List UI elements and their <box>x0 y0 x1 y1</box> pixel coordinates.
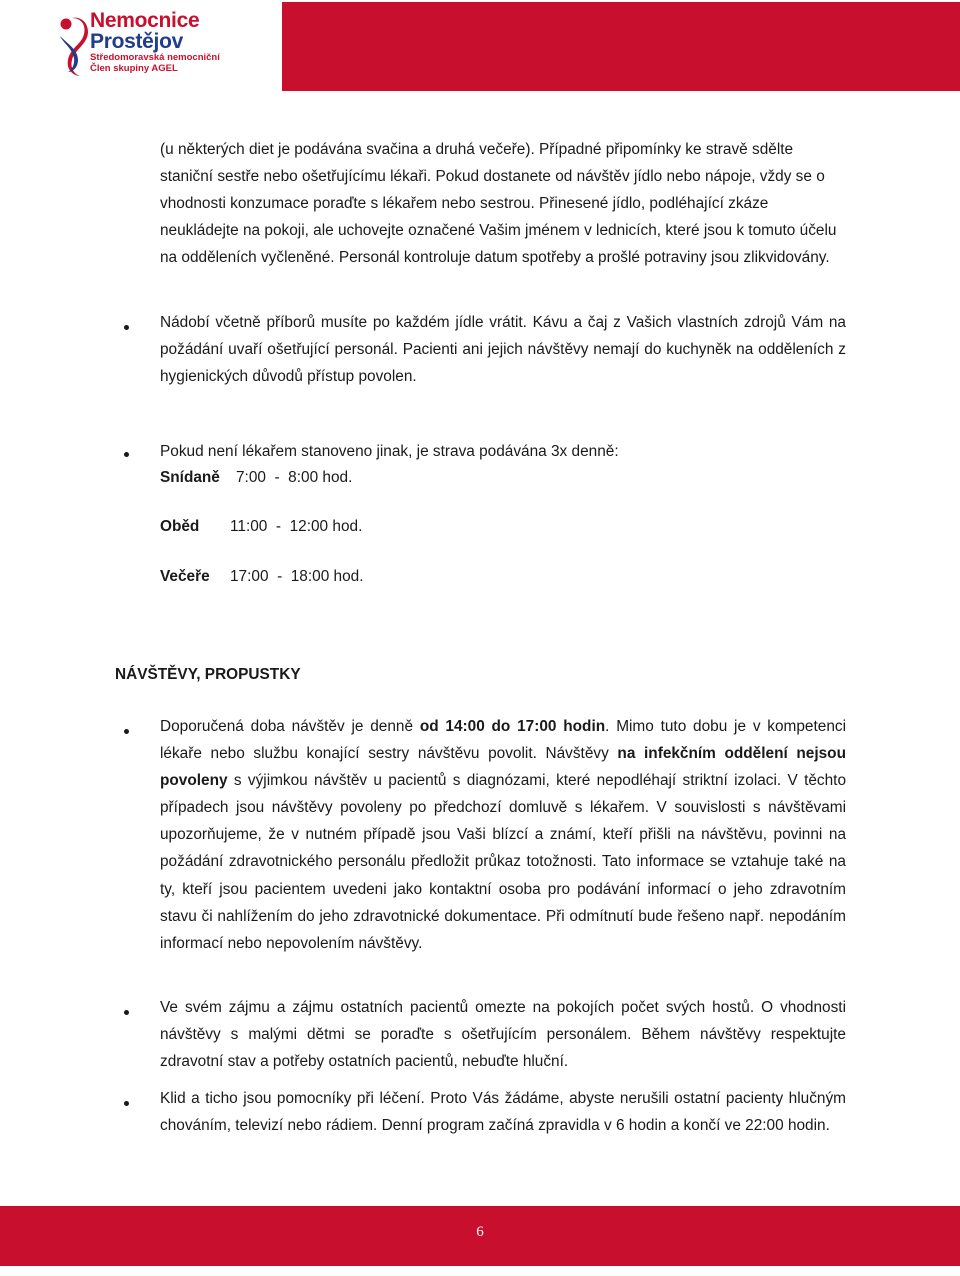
meal-time: 11:00 - 12:00 hod. <box>230 518 363 535</box>
paragraph-visiting-hours <box>160 713 846 957</box>
paragraph-quiet: Klid a ticho jsou pomocníky při léčení. Proto Vás žádáme, abyste nerušili ostatní pacienty hlučným chováním, televizí nebo rádiem. Denní program začíná zpravidla v 6 hodin a končí ve 22:00 hodin. <box>160 1090 846 1135</box>
bullet-icon <box>124 1101 129 1106</box>
bullet-icon <box>124 325 129 330</box>
logo-line-2: Prostějov <box>90 30 183 53</box>
meal-row-lunch <box>160 517 363 537</box>
meal-name: Večeře <box>160 568 210 585</box>
logo-symbol-icon <box>56 14 92 80</box>
meal-row-dinner <box>160 567 364 587</box>
logo-line-1: Nemocnice <box>90 9 200 32</box>
page-header <box>0 0 960 93</box>
logo-subtitle-1: Středomoravská nemocniční <box>90 52 220 63</box>
meal-time: 7:00 - 8:00 hod. <box>236 469 353 486</box>
bold-span: na infekčním oddělení nejsou povoleny <box>160 745 846 790</box>
paragraph-diet-notes: (u některých diet je podávána svačina a druhá večeře). Případné připomínky ke stravě sdělte staniční sestře nebo ošetřujícímu lékaři. Pokud dostanete od návštěv jídlo nebo nápoje, vždy se o vhodnosti konzumace poraďte s lékařem nebo sestrou. Přinesené jídlo, podléhající zkáze neukládejte na pokoji, ale uchovejte označené Vašim jménem v lednicích, které jsou k tomuto účelu na odděleních vyčleněné. Personál kontroluje datum spotřeby a prošlé potraviny jsou zlikvidovány. <box>160 141 837 267</box>
meal-name: Oběd <box>160 518 200 535</box>
logo-wordmark <box>90 10 220 74</box>
header-red-bar <box>282 2 960 91</box>
paragraph-dishes: Nádobí včetně příborů musíte po každém jídle vrátit. Kávu a čaj z Vašich vlastních zdrojů Vám na požádání uvaří ošetřující personál. Pacienti ani jejich návštěvy nemají do kuchyněk na odděleních z hygienických důvodů přístup povolen. <box>160 314 846 386</box>
paragraph-meal-schedule-intro: Pokud není lékařem stanoveno jinak, je strava podávána 3x denně: <box>160 443 619 460</box>
logo-subtitle-2: Člen skupiny AGEL <box>90 63 178 74</box>
text-span: . Mimo tuto dobu je v kompetenci lékaře nebo službu konající sestry návštěvu povolit. Návštěvy <box>160 718 846 763</box>
meal-row-breakfast <box>160 468 353 488</box>
section-heading-visits: NÁVŠTĚVY, PROPUSTKY <box>115 666 301 683</box>
meal-time: 17:00 - 18:00 hod. <box>230 568 364 585</box>
bullet-icon <box>124 729 129 734</box>
paragraph-guest-limits: Ve svém zájmu a zájmu ostatních pacientů omezte na pokojích počet svých hostů. O vhodnosti návštěvy s malými dětmi se poraďte s ošetřujícím personálem. Během návštěvy respektujte zdravotní stav a potřeby ostatních pacientů, nebuďte hluční. <box>160 999 846 1071</box>
meal-name: Snídaně <box>160 469 220 486</box>
page-number: 6 <box>476 1224 484 1240</box>
hospital-logo <box>56 10 226 88</box>
bullet-icon <box>124 1010 129 1015</box>
text-span: Doporučená doba návštěv je denně <box>160 718 420 735</box>
bold-span: od 14:00 do 17:00 hodin <box>419 718 606 735</box>
text-span: s výjimkou návštěv u pacientů s diagnózami, které nepodléhají striktní izolaci. V těchto případech jsou návštěvy povoleny po předchozí domluvě s lékařem. V souvislosti s návštěvami upozorňujeme, že v nutném případě jsou Vaši blízcí a známí, kteří přišli na návštěvu, povinni na požádání zdravotnického personálu předložit průkaz totožnosti. Tato informace se vztahuje také na ty, kteří jsou pacientem uvedeni jako kontaktní osoba pro podávání informací o jeho zdravotním stavu či nahlížením do jeho zdravotnické dokumentace. Při odmítnutí bude řešeno např. nepodáním informací nebo nepovolením návštěvy. <box>160 772 846 952</box>
bullet-icon <box>124 452 129 457</box>
